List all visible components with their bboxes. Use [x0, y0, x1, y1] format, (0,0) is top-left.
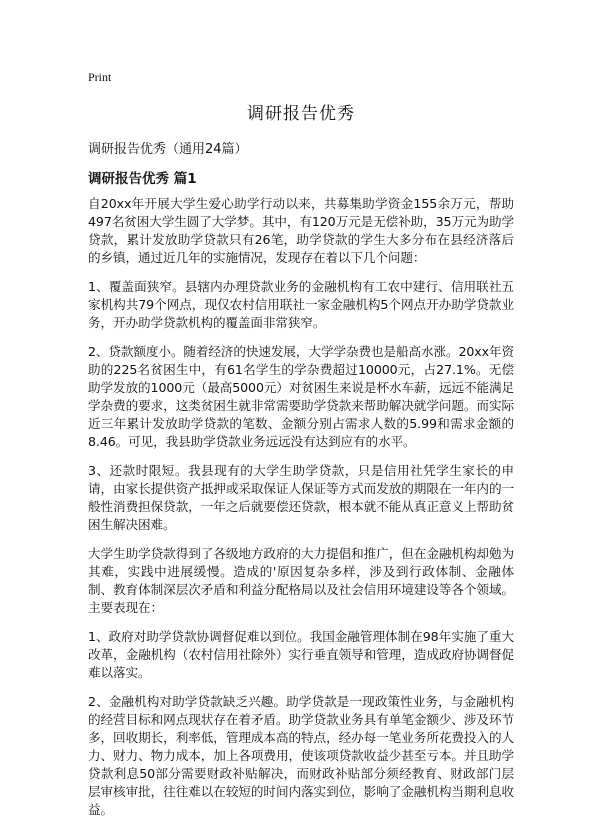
paragraph-causes: 大学生助学贷款得到了各级地方政府的大力提倡和推广，但在金融机构却勉为其难，实践中进展缓慢。造成的'原因复杂多样，涉及到行政体制、金融体制、教育体制深层次矛盾和利益分配格局以及社会信用环境建设等各个领域。主要表现在： [88, 546, 514, 615]
print-label[interactable]: Print [88, 70, 112, 84]
paragraph-government: 1、政府对助学贷款协调督促难以到位。我国金融管理体制在98年实施了重大改革，金融机构（农村信用社除外）实行垂直领导和管理，造成政府协调督促难以落实。 [88, 629, 514, 680]
paragraph-financial-institutions: 2、金融机构对助学贷款缺乏兴趣。助学贷款是一现政策性业务，与金融机构的经营目标和网点现状存在着矛盾。助学贷款业务具有单笔金额少、涉及环节多，回收期长，利率低，管理成本高的特点，经办每一笔业务所花费投入的人力、财力、物力成本，加上各项费用，使该项贷款收益少甚至亏本。并且助学贷款利息50部分需要财政补贴解决，而财政补贴部分须经教育、财政部门层层审核审批，往往难以在较短的时间内落实到位，影响了金融机构当期利息收益。 [88, 694, 514, 817]
paragraph-coverage: 1、覆盖面狭窄。县辖内办理贷款业务的金融机构有工农中建行、信用联社五家机构共79个网点，现仅农村信用联社一家金融机构5个网点开办助学贷款业务，开办助学贷款机构的覆盖面非常狭窄。 [88, 279, 514, 330]
section-heading: 调研报告优秀 篇1 [88, 171, 197, 187]
paragraph-repayment: 3、还款时限短。我县现有的大学生助学贷款，只是信用社凭学生家长的申请，由家长提供资产抵押或采取保证人保证等方式而发放的期限在一年内的一般性消费担保贷款，一年之后就要偿还贷款，根本就不能从真正意义上帮助贫困生解决困难。 [88, 463, 514, 532]
document-page [88, 70, 514, 830]
paragraph-loan-amount: 2、贷款额度小。随着经济的快速发展，大学学杂费也是船高水涨。20xx年资助的225名贫困生中，有61名学生的学杂费超过10000元，占27.1%。无偿助学发放的1000元（最高5000元）对贫困生来说是杯水车薪，远远不能满足学杂费的要求，这类贫困生就非常需要助学贷款来帮助解决就学问题。而实际近三年累计发放助学贷款的笔数、金额分别占需求人数的5.99和需求金额的8.46。可见，我县助学贷款业务远远没有达到应有的水平。 [88, 344, 514, 449]
paragraph-intro: 自20xx年开展大学生爱心助学行动以来，共募集助学资金155余万元，帮助497名贫困大学生圆了大学梦。其中，有120万元是无偿补助，35万元为助学贷款，累计发放助学贷款只有26笔，助学贷款的学生大多分布在县经济落后的乡镇，通过近几年的实施情况，发现存在着以下几个问题： [88, 196, 514, 265]
page-title: 调研报告优秀 [247, 104, 355, 124]
document-subtitle: 调研报告优秀（通用24篇） [88, 142, 248, 157]
